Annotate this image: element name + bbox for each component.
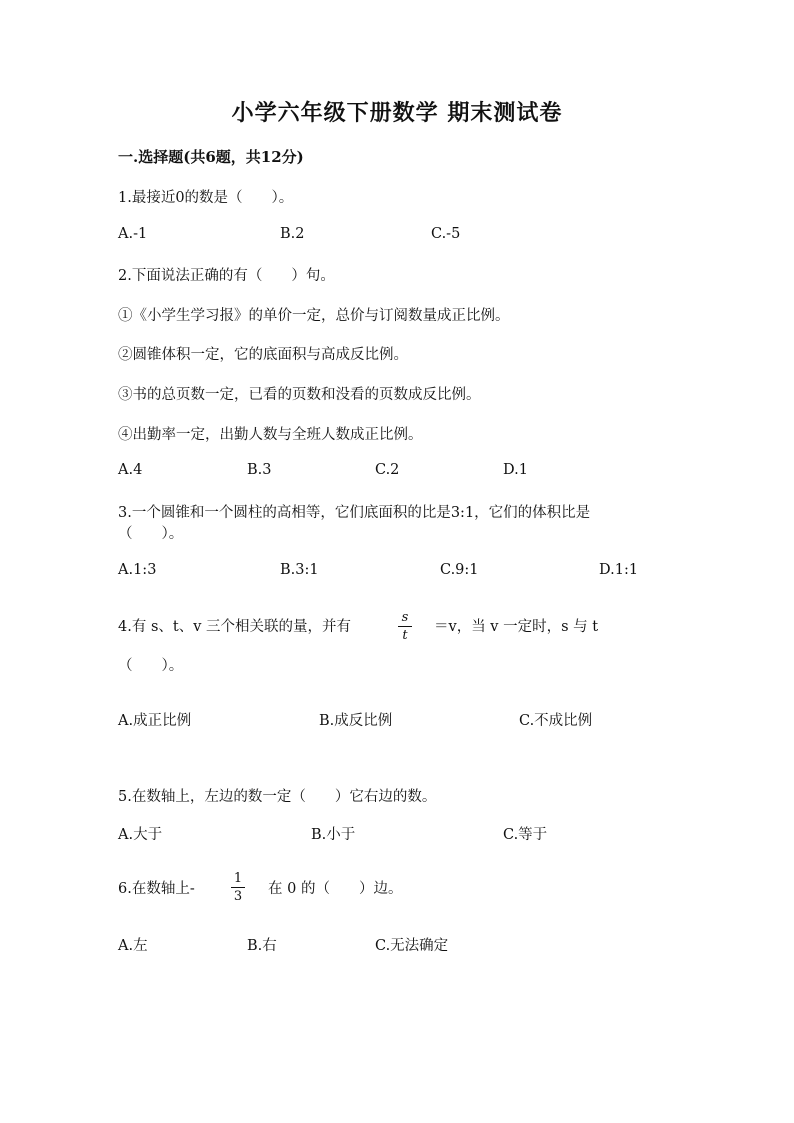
question-4-option-b: B.成反比例 [319,713,393,729]
question-2-statement-1: ①《小学生学习报》的单价一定，总价与订阅数量成正比例。 [118,308,510,324]
question-2-statement-4: ④出勤率一定，出勤人数与全班人数成正比例。 [118,427,423,443]
question-5-option-b: B.小于 [311,827,356,843]
question-6-option-b: B.右 [247,938,277,954]
fraction-bar [398,626,412,627]
question-3-option-a: A.1:3 [118,562,157,578]
question-5-option-c: C.等于 [503,827,548,843]
s-over-t-fraction [398,610,412,643]
question-1-stem: 1.最接近0的数是（ ）。 [118,190,294,206]
question-4-option-c: C.不成比例 [519,713,593,729]
question-5-stem: 5.在数轴上，左边的数一定（ ）它右边的数。 [118,789,437,805]
page-title: 小学六年级下册数学 期末测试卷 [231,100,563,126]
question-1-option-b: B.2 [280,226,305,242]
fraction-denominator: t [402,628,408,643]
question-4-option-a: A.成正比例 [118,713,192,729]
question-1-option-c: C.-5 [431,226,461,242]
question-2-option-c: C.2 [375,462,400,478]
question-6-option-a: A.左 [118,938,148,954]
question-2-option-a: A.4 [118,462,143,478]
question-2-statement-2: ②圆锥体积一定，它的底面积与高成反比例。 [118,347,408,363]
fraction-bar [231,887,245,888]
question-2-option-b: B.3 [247,462,272,478]
question-5-option-a: A.大于 [118,827,163,843]
question-3-option-c: C.9:1 [440,562,479,578]
question-3-stem: 3.一个圆锥和一个圆柱的高相等，它们底面积的比是3:1，它们的体积比是 [118,505,591,521]
one-third-fraction [231,871,245,904]
question-3-stem-continued: （ ）。 [118,526,184,542]
question-6-stem-part-a: 6.在数轴上- [118,881,195,897]
question-6-option-c: C.无法确定 [375,938,449,954]
question-4-stem-continued: （ ）。 [118,658,184,674]
question-2-option-d: D.1 [503,462,528,478]
section-heading: 一.选择题(共6题，共12分) [118,148,304,166]
question-2-statement-3: ③书的总页数一定，已看的页数和没看的页数成反比例。 [118,387,481,403]
question-4-stem-part-a: 4.有 s、t、v 三个相关联的量，并有 [118,619,352,635]
fraction-numerator: s [401,610,409,625]
question-2-stem: 2.下面说法正确的有（ ）句。 [118,268,335,284]
question-1-option-a: A.-1 [118,226,148,242]
question-3-option-d: D.1:1 [599,562,639,578]
question-4-stem-part-b: ＝v，当 v 一定时，s 与 t [434,619,599,635]
fraction-numerator: 1 [233,871,243,886]
fraction-denominator: 3 [233,889,243,904]
question-6-stem-part-b: 在 0 的（ ）边。 [268,881,403,897]
question-3-option-b: B.3:1 [280,562,319,578]
